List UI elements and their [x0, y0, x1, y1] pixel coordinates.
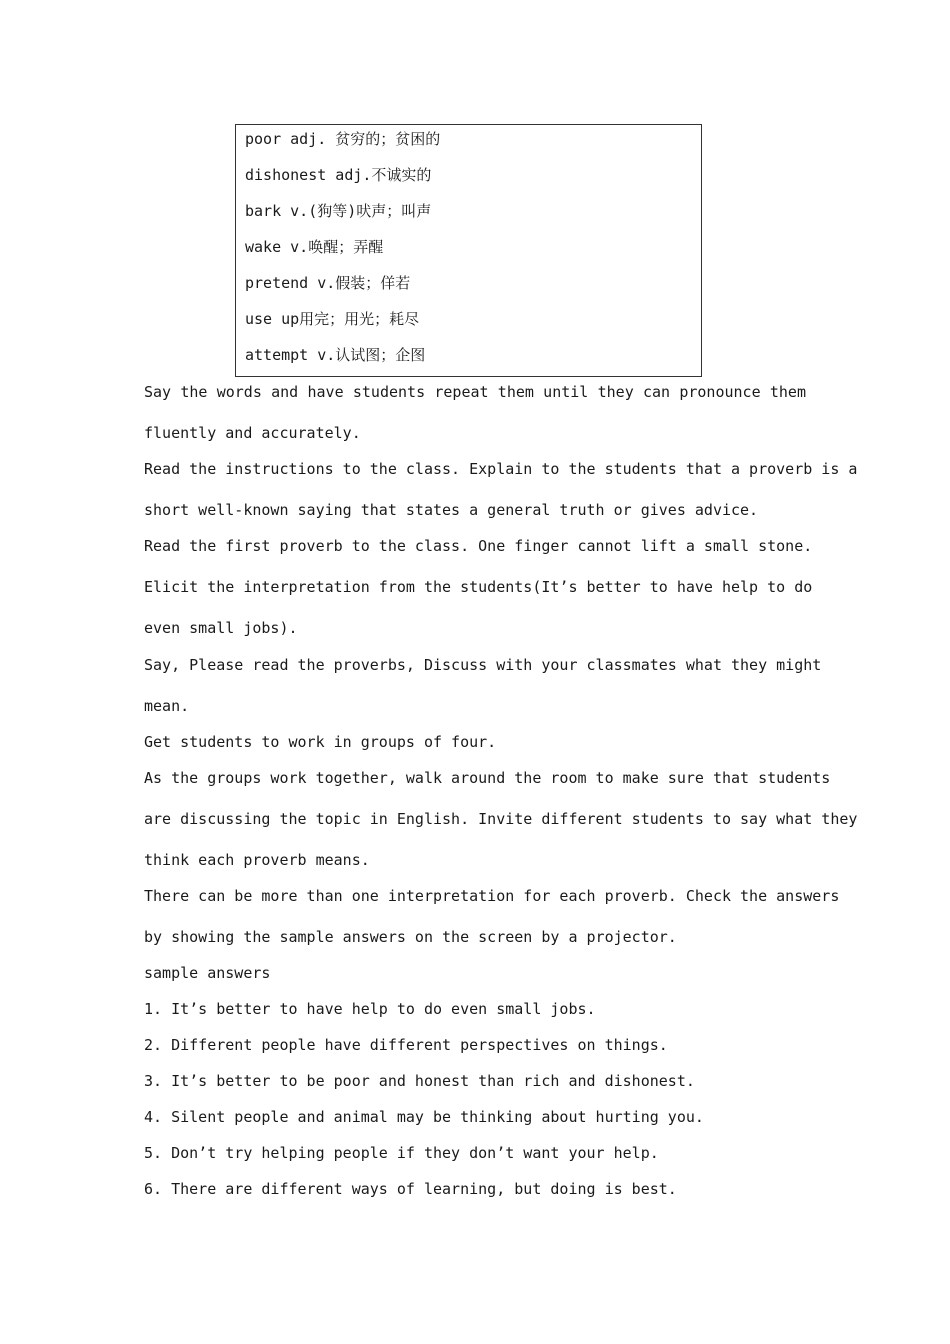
answer-item-2: 2. Different people have different perspectives on things.: [144, 1036, 668, 1054]
vocab-item-attempt: attempt v.认试图；企图: [245, 346, 426, 364]
paragraph-3-line-1: Read the first proverb to the class. One finger cannot lift a small stone.: [144, 537, 813, 555]
paragraph-4-line-1: Say, Please read the proverbs, Discuss with your classmates what they might: [144, 656, 822, 674]
vocab-item-poor: poor adj. 贫穷的；贫困的: [245, 130, 441, 148]
paragraph-2-line-2: short well-known saying that states a general truth or gives advice.: [144, 501, 759, 519]
paragraph-2-line-1: Read the instructions to the class. Explain to the students that a proverb is a: [144, 460, 858, 478]
paragraph-6-line-1: As the groups work together, walk around the room to make sure that students: [144, 769, 831, 787]
paragraph-6-line-2: are discussing the topic in English. Invite different students to say what they: [144, 810, 858, 828]
vocab-item-use-up: use up用完；用光；耗尽: [245, 310, 420, 328]
paragraph-3-line-2: Elicit the interpretation from the students(It’s better to have help to do: [144, 578, 813, 596]
paragraph-3-line-3: even small jobs).: [144, 619, 298, 637]
paragraph-1-line-2: fluently and accurately.: [144, 424, 361, 442]
answer-item-4: 4. Silent people and animal may be thinking about hurting you.: [144, 1108, 704, 1126]
paragraph-1-line-1: Say the words and have students repeat them until they can pronounce them: [144, 383, 806, 401]
vocab-item-dishonest: dishonest adj.不诚实的: [245, 166, 432, 184]
vocabulary-box: [235, 124, 702, 377]
answer-item-3: 3. It’s better to be poor and honest than rich and dishonest.: [144, 1072, 695, 1090]
paragraph-4-line-2: mean.: [144, 697, 190, 715]
paragraph-5-line-1: Get students to work in groups of four.: [144, 733, 497, 751]
answer-item-1: 1. It’s better to have help to do even small jobs.: [144, 1000, 596, 1018]
vocab-item-bark: bark v.(狗等)吠声；叫声: [245, 202, 432, 220]
paragraph-7-line-1: There can be more than one interpretation for each proverb. Check the answers: [144, 887, 840, 905]
sample-answers-heading: sample answers: [144, 964, 271, 982]
vocab-item-wake: wake v.唤醒；弄醒: [245, 238, 384, 256]
answer-item-6: 6. There are different ways of learning, but doing is best.: [144, 1180, 677, 1198]
paragraph-6-line-3: think each proverb means.: [144, 851, 370, 869]
paragraph-7-line-2: by showing the sample answers on the screen by a projector.: [144, 928, 677, 946]
answer-item-5: 5. Don’t try helping people if they don’t want your help.: [144, 1144, 659, 1162]
vocab-item-pretend: pretend v.假装；佯若: [245, 274, 411, 292]
